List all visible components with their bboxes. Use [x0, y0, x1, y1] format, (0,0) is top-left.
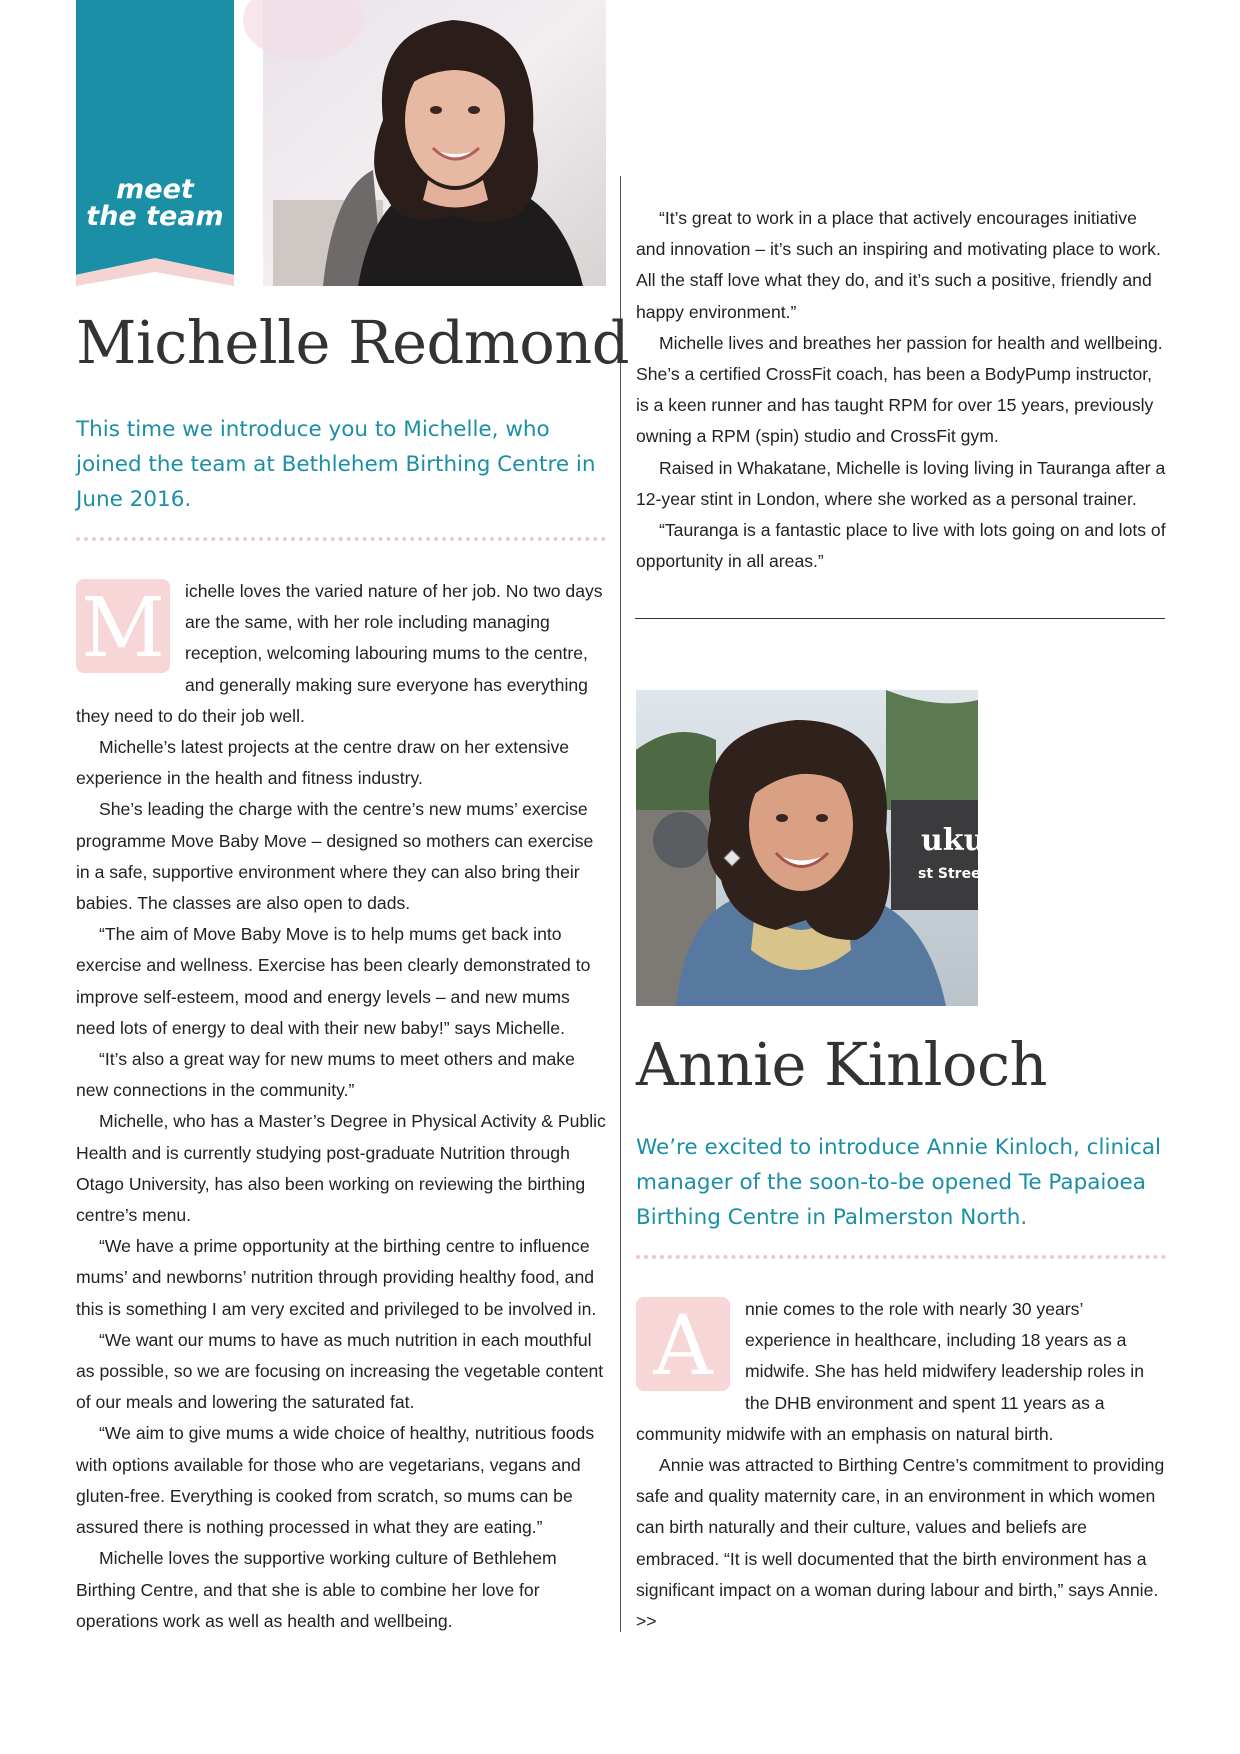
michelle-paragraph: “It’s great to work in a place that actively encourages initiative and innovation – it’s such an inspiring and motivating place to work. All the staff love what they do, and it’s such a positive, friendly and happy environment.”: [636, 208, 1161, 322]
annie-dotted-rule: [636, 1255, 1166, 1259]
annie-first-paragraph-text: nnie comes to the role with nearly 30 years’ experience in healthcare, including 18 years as a midwife. She has held midwifery leadership roles in the DHB environment and spent 11 years as a community midwife with an emphasis on natural birth.: [636, 1299, 1144, 1444]
banner-line-1: meet: [116, 174, 194, 205]
meet-the-team-banner: [76, 0, 234, 286]
michelle-paragraph: Michelle, who has a Master’s Degree in Physical Activity & Public Health and is currently studying post-graduate Nutrition through Otago University, has also been working on reviewing the birthing centre’s menu.: [76, 1111, 606, 1226]
michelle-paragraph: “The aim of Move Baby Move is to help mums get back into exercise and wellness. Exercise has been clearly demonstrated to improve self-esteem, mood and energy levels – and new mums need lots of energy to deal with their new baby!” says Michelle.: [76, 924, 591, 1038]
michelle-first-paragraph: [76, 576, 608, 732]
michelle-paragraph: She’s leading the charge with the centre’s new mums’ exercise programme Move Baby Move – designed so mothers can exercise in a safe, supportive environment where they can also bring their babies. The classes are also open to dads.: [76, 799, 594, 914]
michelle-paragraph: “Tauranga is a fantastic place to live with lots going on and lots of opportunity in all areas.”: [636, 520, 1166, 572]
column-divider: [620, 176, 621, 1632]
michelle-dotted-rule: [76, 537, 606, 541]
michelle-paragraph: “We want our mums to have as much nutrition in each mouthful as possible, so we are focusing on increasing the vegetable content of our meals and lowering the saturated fat.: [76, 1329, 604, 1413]
michelle-dropcap: M: [76, 579, 170, 673]
michelle-body-right: [636, 203, 1166, 577]
annie-first-paragraph: [636, 1294, 1166, 1450]
michelle-photo: [263, 0, 606, 286]
annie-photo: [636, 690, 988, 1006]
banner-line-2: the team: [86, 201, 224, 232]
annie-dropcap: A: [636, 1297, 730, 1391]
michelle-body-left: [76, 576, 608, 1637]
michelle-first-paragraph-text: ichelle loves the varied nature of her job. No two days are the same, with her role including managing reception, welcoming labouring mums to the centre, and generally making sure everyone has everything they need to do their job well.: [76, 581, 603, 726]
annie-photo-sign-text: uku: [921, 823, 986, 858]
annie-name-heading: Annie Kinloch: [636, 1030, 1048, 1099]
michelle-paragraph: Michelle’s latest projects at the centre draw on her extensive experience in the health and fitness industry.: [76, 737, 570, 789]
michelle-paragraph: Raised in Whakatane, Michelle is loving living in Tauranga after a 12-year stint in London, where she worked as a personal trainer.: [636, 457, 1166, 509]
michelle-paragraph: Michelle loves the supportive working culture of Bethlehem Birthing Centre, and that she is able to combine her love for operations work as well as health and wellbeing.: [76, 1548, 557, 1631]
annie-body: [636, 1294, 1166, 1637]
michelle-name-heading: Michelle Redmond: [76, 308, 629, 377]
banner-label: [76, 176, 234, 230]
michelle-paragraph: Michelle lives and breathes her passion for health and wellbeing. She’s a certified CrossFit coach, has been a BodyPump instructor, is a keen runner and has taught RPM for over 15 years, previously owning a RPM (spin) studio and CrossFit gym.: [636, 332, 1163, 447]
annie-photo-sign-subtext: st Street: [918, 866, 988, 882]
michelle-paragraph: “We have a prime opportunity at the birthing centre to influence mums’ and newborns’ nutrition through providing healthy food, and this is something I am very excited and privileged to be involved in.: [76, 1236, 597, 1319]
michelle-paragraph: “We aim to give mums a wide choice of healthy, nutritious foods with options available for those who are vegetarians, vegans and gluten-free. Everything is cooked from scratch, so mums can be assured there is nothing processed in what they are eating.”: [76, 1423, 595, 1538]
annie-intro: We’re excited to introduce Annie Kinloch, clinical manager of the soon-to-be opened Te Papaioea Birthing Centre in Palmerston North.: [636, 1135, 1162, 1230]
annie-paragraph: Annie was attracted to Birthing Centre’s commitment to providing safe and quality maternity care, in an environment in which women can birth naturally and their culture, values and beliefs are embraced. “It is well documented that the birth environment has a significant impact on a woman during labour and birth,” says Annie. >>: [636, 1455, 1165, 1632]
section-divider: [635, 618, 1165, 619]
michelle-intro: This time we introduce you to Michelle, who joined the team at Bethlehem Birthing Centre in June 2016.: [76, 417, 596, 512]
michelle-paragraph: “It’s also a great way for new mums to meet others and make new connections in the community.”: [76, 1049, 575, 1101]
